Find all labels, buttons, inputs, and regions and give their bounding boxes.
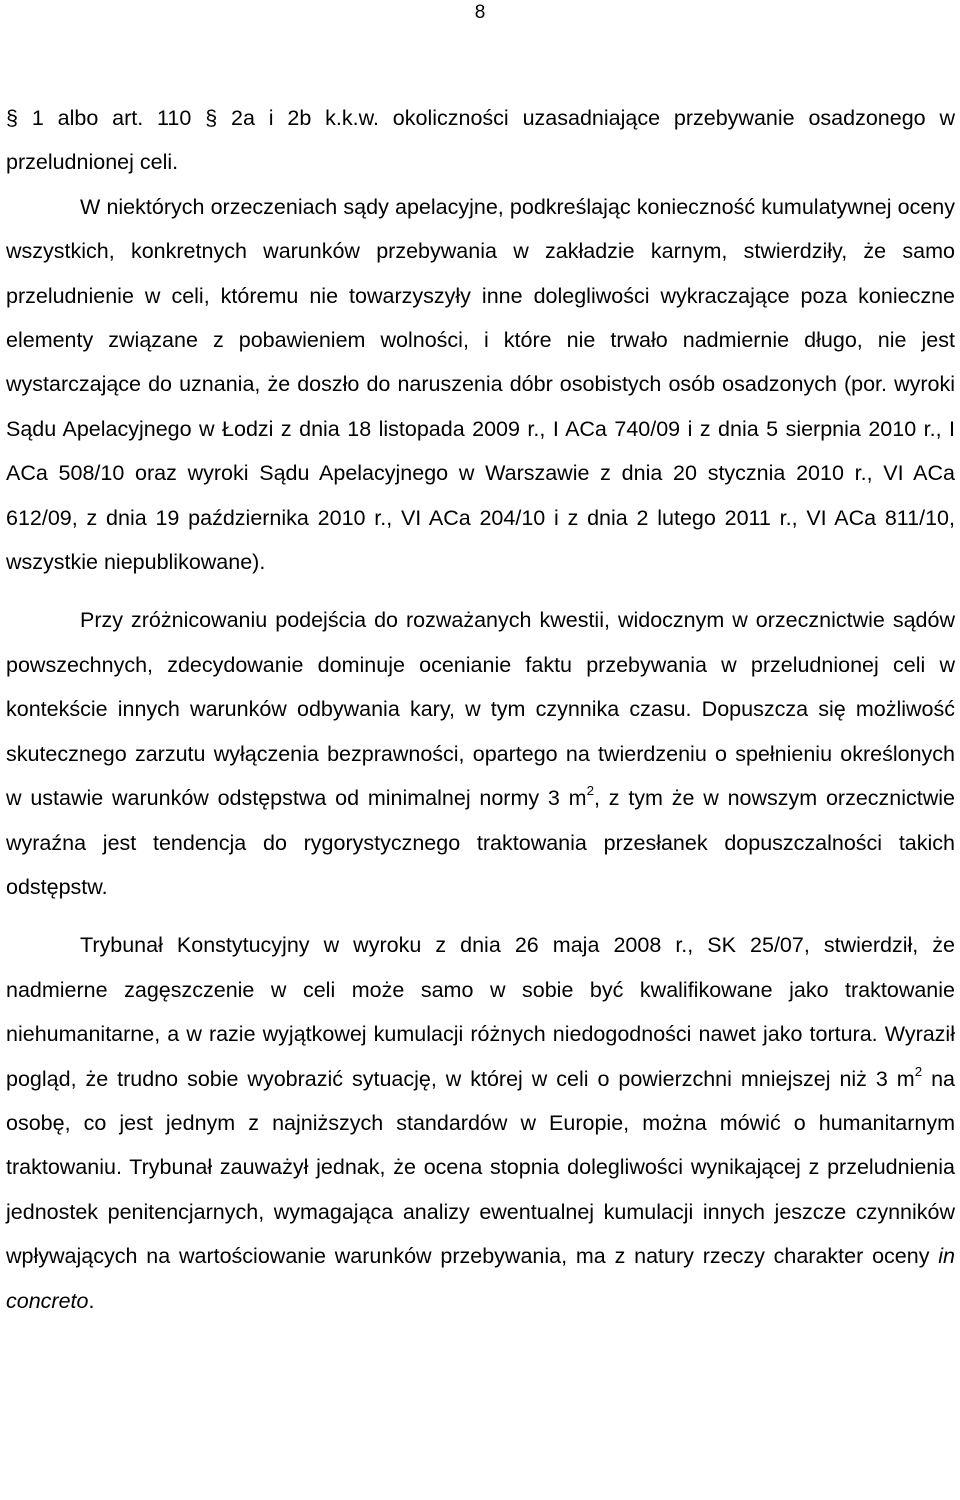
paragraph-4-text-after: . xyxy=(88,1288,95,1313)
paragraph-3-text-before: Przy zróżnicowaniu podejścia do rozważanych kwestii, widocznym w orzecznictwie sądów powszechnych, zdecydowanie dominuje ocenianie faktu przebywania w przeludnionej celi w kontekście innych warunków odbywania kary, w tym czynnika czasu. Dopuszcza się możliwość skutecznego zarzutu wyłączenia bezprawności, opartego na twierdzeniu o spełnieniu określonych w ustawie warunków odstępstwa od minimalnej normy 3 m xyxy=(6,608,955,811)
document-body xyxy=(6,96,955,1323)
paragraph-1: § 1 albo art. 110 § 2a i 2b k.k.w. okoliczności uzasadniające przebywanie osadzonego w przeludnionej celi. xyxy=(6,106,955,175)
paragraph-4-text-before: Trybunał Konstytucyjny w wyroku z dnia 26 maja 2008 r., SK 25/07, stwierdził, że nadmierne zagęszczenie w celi może samo w sobie być kwalifikowane jako traktowanie niehumanitarne, a w razie wyjątkowej kumulacji różnych niedogodności nawet jako tortura. Wyraził pogląd, że trudno sobie wyobrazić sytuację, w której w celi o powierzchni mniejszej niż 3 m xyxy=(6,933,955,1091)
superscript-squared: 2 xyxy=(914,1063,923,1079)
superscript-squared: 2 xyxy=(586,783,595,799)
paragraph-3-text-after: , z tym że w nowszym orzecznictwie wyraźna jest tendencja do rygorystycznego traktowania przesłanek dopuszczalności takich odstępstw. xyxy=(6,786,955,899)
paragraph-2: W niektórych orzeczeniach sądy apelacyjne, podkreślając konieczność kumulatywnej oceny wszystkich, konkretnych warunków przebywania w zakładzie karnym, stwierdziły, że samo przeludnienie w celi, któremu nie towarzyszyły inne dolegliwości wykraczające poza konieczne elementy związane z pobawieniem wolności, i które nie trwało nadmiernie długo, nie jest wystarczające do uznania, że doszło do naruszenia dóbr osobistych osób osadzonych (por. wyroki Sądu Apelacyjnego w Łodzi z dnia 18 listopada 2009 r., I ACa 740/09 i z dnia 5 sierpnia 2010 r., I ACa 508/10 oraz wyroki Sądu Apelacyjnego w Warszawie z dnia 20 stycznia 2010 r., VI ACa 612/09, z dnia 19 października 2010 r., VI ACa 204/10 i z dnia 2 lutego 2011 r., VI ACa 811/10, wszystkie niepublikowane). xyxy=(6,194,955,575)
paragraph-4 xyxy=(6,923,955,1323)
page-number: 8 xyxy=(474,2,486,23)
latin-phrase: in concreto xyxy=(6,1244,955,1313)
paragraph-4-text-middle: na osobę, co jest jednym z najniższych standardów w Europie, można mówić o humanitarnym traktowaniu. Trybunał zauważył jednak, że ocena stopnia dolegliwości wynikającej z przeludnienia jednostek penitencjarnych, wymagająca analizy ewentualnej kumulacji innych jeszcze czynników wpływających na wartościowanie warunków przebywania, ma z natury rzeczy charakter oceny xyxy=(6,1066,956,1269)
paragraph-3 xyxy=(6,598,955,909)
